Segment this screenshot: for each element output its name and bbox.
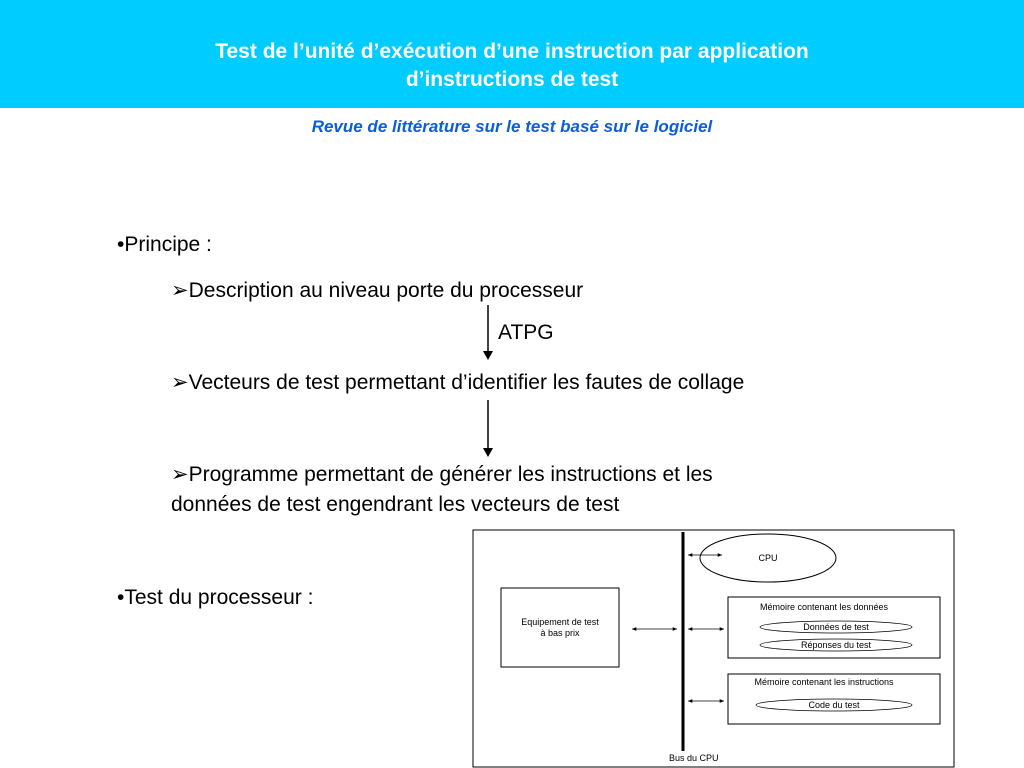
atpg-label: ATPG [498, 321, 554, 344]
bullet-principe: •Principe : [117, 233, 212, 256]
cpu-bus-diagram [472, 529, 955, 768]
test-data-label: Données de test [803, 622, 869, 632]
test-code-label: Code du test [808, 700, 860, 710]
equipment-label-line1: Equipement de test [521, 617, 599, 627]
data-memory-label: Mémoire contenant les données [759, 602, 889, 612]
test-responses-label: Réponses du test [800, 640, 872, 650]
bullet-test-processeur: •Test du processeur : [117, 586, 314, 609]
bullet-vecteurs: ➢Vecteurs de test permettant d’identifier les fautes de collage [171, 371, 745, 394]
bullet-programme-line2: données de test engendrant les vecteurs de test [171, 493, 620, 516]
cpu-label: CPU [758, 553, 778, 563]
slide-subtitle: Revue de littérature sur le test basé sur le logiciel [311, 117, 713, 136]
bus-label: Bus du CPU [669, 753, 719, 763]
arrow-down-icon [478, 400, 498, 458]
arrow-atpg-icon [478, 305, 498, 361]
slide-title-line2: d’instructions de test [405, 68, 619, 91]
slide-title-line1: Test de l’unité d’exécution d’une instruction par application [215, 40, 809, 63]
equipment-label-line2: à bas prix [540, 628, 580, 638]
bullet-description: ➢Description au niveau porte du processeur [171, 279, 584, 302]
bullet-programme-line1: ➢Programme permettant de générer les instructions et les [171, 463, 713, 486]
instr-memory-label: Mémoire contenant les instructions [754, 677, 894, 687]
